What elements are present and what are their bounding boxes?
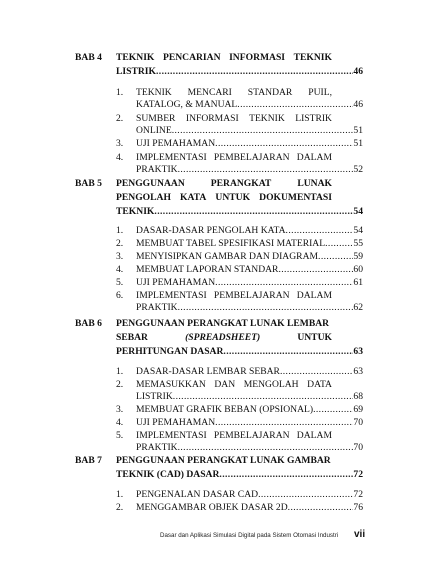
dot-leader — [237, 99, 353, 111]
item-word: STANDAR — [247, 87, 293, 98]
entry-text: TEKNIK — [116, 206, 155, 217]
entry-page: 60 — [353, 264, 363, 275]
chapter-title-line: PENGGUNAAN PERANGKAT LUNAK GAMBAR — [116, 455, 331, 466]
item-word: MENCARI — [187, 87, 232, 98]
item-word: DALAM — [296, 290, 332, 301]
entry-text: PRAKTIK — [136, 442, 178, 453]
toc-entry[interactable] — [136, 417, 363, 429]
chapter-label: BAB 5 — [75, 178, 102, 189]
title-word: (SPREADSHEET) — [185, 332, 261, 343]
toc-entry[interactable] — [136, 442, 363, 454]
dot-leader — [178, 442, 354, 454]
chapter-title-line — [116, 332, 332, 344]
entry-page: 51 — [353, 125, 363, 136]
item-word: DATA — [307, 379, 332, 390]
toc-entry[interactable] — [136, 138, 363, 150]
dot-leader — [288, 502, 354, 514]
item-number: 6. — [116, 290, 124, 301]
dot-leader — [173, 391, 354, 403]
item-word: MEMASUKKAN — [136, 379, 206, 390]
item-text-line — [136, 87, 332, 99]
dot-leader — [280, 366, 353, 378]
dot-leader — [215, 277, 353, 289]
toc-entry-chapter[interactable] — [116, 469, 363, 481]
toc-entry-chapter[interactable] — [116, 206, 363, 218]
chapter-title-line — [116, 192, 332, 204]
toc-entry[interactable] — [136, 391, 363, 403]
title-word: KATA — [180, 192, 207, 203]
item-number: 1. — [116, 225, 124, 236]
item-word: DALAM — [296, 430, 332, 441]
chapter-title-line: PENGGUNAAN PERANGKAT LUNAK LEMBAR — [116, 318, 330, 329]
toc-entry[interactable] — [136, 302, 363, 314]
toc-entry[interactable] — [136, 366, 363, 378]
item-number: 1. — [116, 489, 124, 500]
item-number: 1. — [116, 366, 124, 377]
entry-text: UJI PEMAHAMAN — [136, 277, 216, 288]
entry-text: KATALOG, & MANUAL — [136, 99, 238, 110]
dot-leader — [278, 264, 353, 276]
entry-text: LISTRIK — [116, 66, 156, 77]
entry-text: PRAKTIK — [136, 302, 178, 313]
title-word: PENGGUNAAN — [116, 178, 185, 189]
title-word: UNTUK — [215, 192, 251, 203]
entry-page: 55 — [353, 238, 363, 249]
title-word: PENCARIAN — [162, 52, 221, 63]
dot-leader — [313, 404, 353, 416]
item-word: DALAM — [296, 152, 332, 163]
item-word: DAN — [214, 379, 236, 390]
dot-leader — [156, 66, 353, 78]
toc-entry[interactable] — [136, 125, 363, 137]
title-word: TEKNIK — [293, 52, 332, 63]
item-word: IMPLEMENTASI — [136, 290, 207, 301]
entry-page: 54 — [353, 206, 363, 217]
dot-leader — [286, 225, 354, 237]
item-number: 2. — [116, 379, 124, 390]
entry-page: 46 — [353, 66, 363, 77]
toc-entry[interactable] — [136, 251, 363, 263]
entry-page: 63 — [353, 346, 363, 357]
entry-text: MENYISIPKAN GAMBAR DAN DIAGRAM — [136, 251, 319, 262]
page-number: vii — [354, 529, 366, 540]
chapter-label: BAB 7 — [75, 455, 102, 466]
item-number: 2. — [116, 502, 124, 513]
title-word: PENGOLAH — [116, 192, 171, 203]
entry-text: UJI PEMAHAMAN — [136, 138, 216, 149]
item-word: INFORMASI — [185, 113, 239, 124]
entry-page: 63 — [353, 366, 363, 377]
entry-text: ONLINE — [136, 125, 172, 136]
entry-text: TEKNIK (CAD) DASAR — [116, 469, 220, 480]
toc-entry-chapter[interactable] — [116, 66, 363, 78]
entry-page: 62 — [353, 302, 363, 313]
toc-entry[interactable] — [136, 489, 363, 501]
item-word: TEKNIK — [249, 113, 285, 124]
item-number: 2. — [116, 238, 124, 249]
item-word: TEKNIK — [136, 87, 172, 98]
dot-leader — [178, 164, 354, 176]
entry-text: PENGENALAN DASAR CAD — [136, 489, 259, 500]
dot-leader — [215, 138, 353, 150]
toc-entry[interactable] — [136, 264, 363, 276]
chapter-label: BAB 4 — [75, 52, 102, 63]
entry-page: 51 — [353, 138, 363, 149]
title-word: PERANGKAT — [210, 178, 272, 189]
entry-text: UJI PEMAHAMAN — [136, 417, 216, 428]
entry-text: DASAR-DASAR PENGOLAH KATA — [136, 225, 286, 236]
item-text-line — [136, 430, 332, 442]
item-number: 4. — [116, 264, 124, 275]
title-word: DOKUMENTASI — [259, 192, 332, 203]
item-number: 3. — [116, 251, 124, 262]
entry-page: 54 — [353, 225, 363, 236]
item-number: 4. — [116, 417, 124, 428]
toc-entry[interactable] — [136, 404, 363, 416]
toc-entry[interactable] — [136, 277, 363, 289]
entry-text: MEMBUAT LAPORAN STANDAR — [136, 264, 279, 275]
item-word: IMPLEMENTASI — [136, 152, 207, 163]
item-number: 5. — [116, 430, 124, 441]
entry-page: 76 — [353, 502, 363, 513]
entry-page: 70 — [353, 417, 363, 428]
item-word: PEMBELAJARAN — [213, 152, 290, 163]
item-text-line — [136, 379, 332, 391]
entry-page: 72 — [353, 469, 363, 480]
item-text-line — [136, 290, 332, 302]
dot-leader — [172, 125, 354, 137]
chapter-label: BAB 6 — [75, 318, 102, 329]
entry-page: 59 — [353, 251, 363, 262]
entry-text: DASAR-DASAR LEMBAR SEBAR — [136, 366, 280, 377]
item-number: 2. — [116, 113, 124, 124]
entry-text: MEMBUAT GRAFIK BEBAN (OPSIONAL) — [136, 404, 314, 415]
toc-entry[interactable] — [136, 238, 363, 250]
toc-entry[interactable] — [136, 225, 363, 237]
item-word: MENGOLAH — [243, 379, 299, 390]
entry-text: PERHITUNGAN DASAR — [116, 346, 224, 357]
running-footer: Dasar dan Aplikasi Simulasi Digital pada Sistem Otomasi Industri — [160, 532, 339, 539]
dot-leader — [178, 302, 354, 314]
dot-leader — [318, 251, 353, 263]
title-word: TEKNIK — [116, 52, 155, 63]
entry-text: PRAKTIK — [136, 164, 178, 175]
item-word: PEMBELAJARAN — [213, 290, 290, 301]
chapter-title-line — [116, 178, 332, 190]
dot-leader — [219, 469, 353, 481]
dot-leader — [325, 238, 353, 250]
dot-leader — [223, 346, 353, 358]
item-number: 1. — [116, 87, 124, 98]
toc-entry-chapter[interactable] — [116, 346, 363, 358]
item-text-line — [136, 113, 332, 125]
item-number: 3. — [116, 404, 124, 415]
dot-leader — [215, 417, 353, 429]
item-word: PUIL, — [308, 87, 332, 98]
dot-leader — [258, 489, 353, 501]
entry-page: 52 — [353, 164, 363, 175]
title-word: LUNAK — [297, 178, 332, 189]
toc-entry[interactable] — [136, 164, 363, 176]
entry-page: 69 — [353, 404, 363, 415]
title-word: SEBAR — [116, 332, 148, 343]
entry-text: LISTRIK — [136, 391, 173, 402]
title-word: INFORMASI — [229, 52, 286, 63]
entry-page: 70 — [353, 442, 363, 453]
item-number: 5. — [116, 277, 124, 288]
dot-leader — [154, 206, 353, 218]
item-word: PEMBELAJARAN — [213, 430, 290, 441]
item-number: 3. — [116, 138, 124, 149]
chapter-title-line — [116, 52, 332, 64]
item-word: SUMBER — [136, 113, 176, 124]
entry-text: MENGGAMBAR OBJEK DASAR 2D — [136, 502, 288, 513]
toc-entry[interactable] — [136, 502, 363, 514]
item-word: IMPLEMENTASI — [136, 430, 207, 441]
item-word: LISTRIK — [295, 113, 332, 124]
toc-entry[interactable] — [136, 99, 363, 111]
item-text-line — [136, 152, 332, 164]
entry-page: 61 — [353, 277, 363, 288]
entry-page: 46 — [353, 99, 363, 110]
entry-page: 72 — [353, 489, 363, 500]
entry-text: MEMBUAT TABEL SPESIFIKASI MATERIAL — [136, 238, 326, 249]
entry-page: 68 — [353, 391, 363, 402]
item-number: 4. — [116, 152, 124, 163]
title-word: UNTUK — [297, 332, 332, 343]
